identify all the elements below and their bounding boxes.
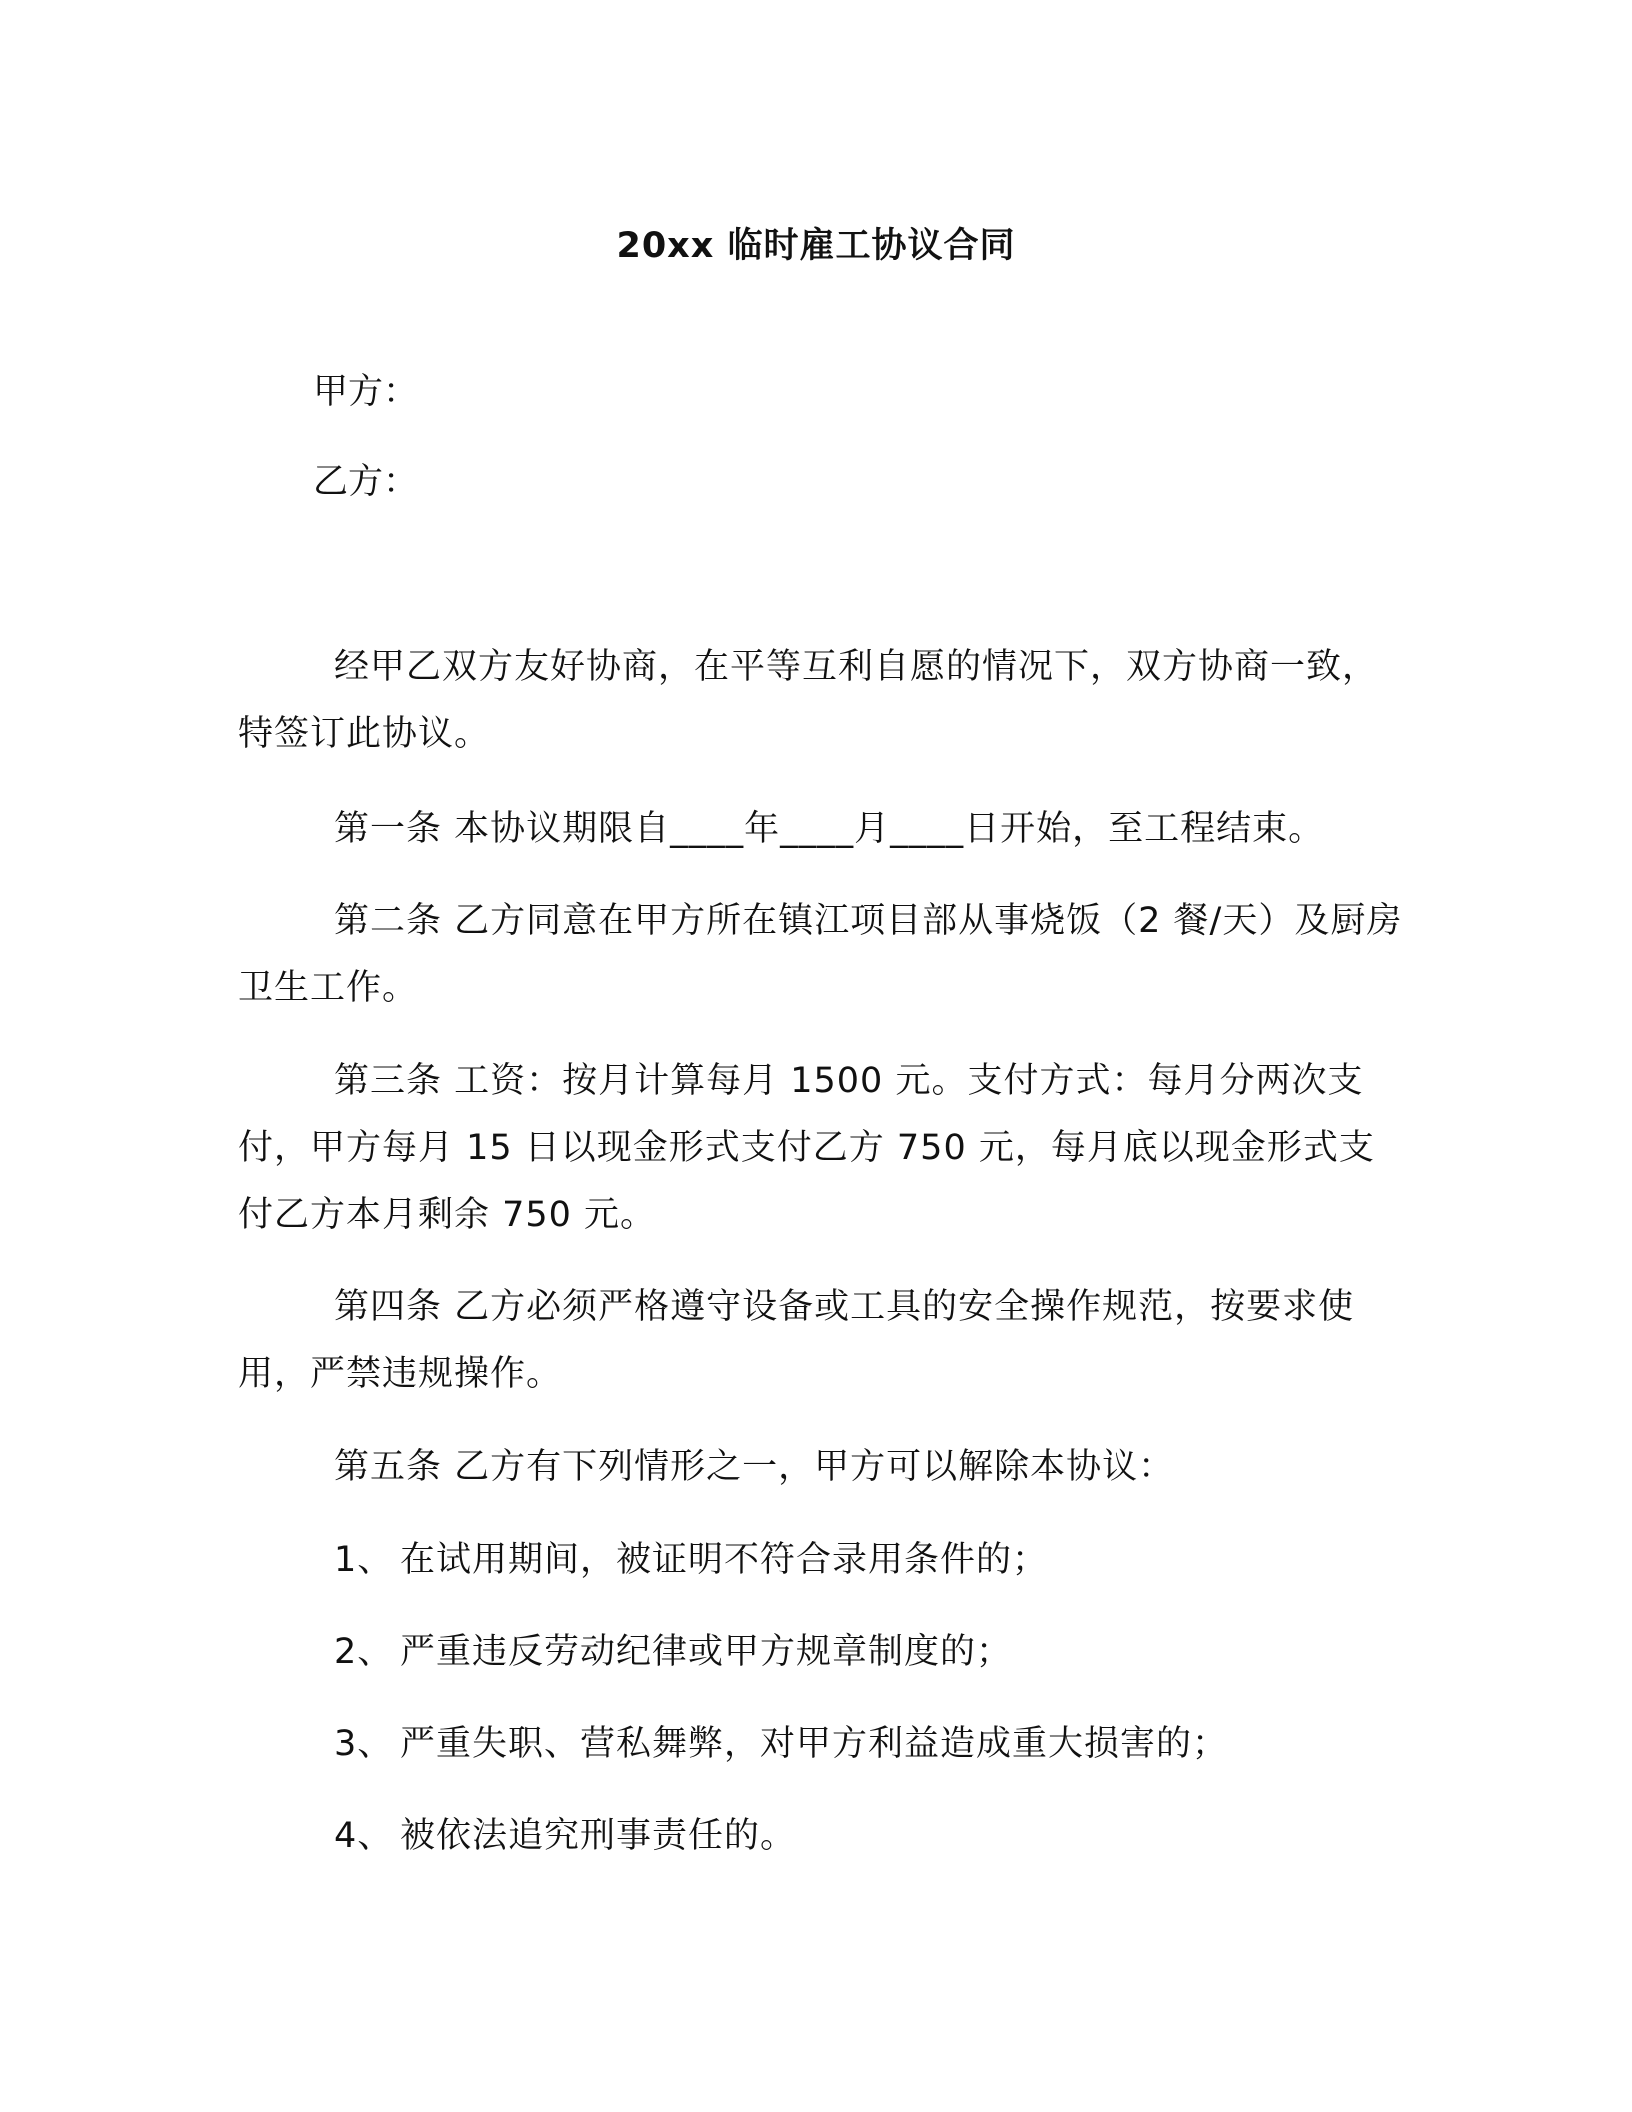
article-2: 第二条 乙方同意在甲方所在镇江项目部从事烧饭（2 餐/天）及厨房卫生工作。 (238, 901, 1403, 1008)
list-item (334, 1628, 1012, 1676)
list-item-text: 严重违反劳动纪律或甲方规章制度的； (400, 1632, 1013, 1672)
list-item-number: 2、 (334, 1632, 394, 1672)
party-b-label: 乙方： (313, 462, 419, 502)
list-item-text: 严重失职、营私舞弊，对甲方利益造成重大损害的； (400, 1724, 1229, 1764)
intro-paragraph: 经甲乙双方友好协商，在平等互利自愿的情况下，双方协商一致，特签订此协议。 (238, 647, 1379, 754)
party-a-label: 甲方： (313, 372, 419, 412)
article-1: 第一条 本协议期限自____年____月____日开始，至工程结束。 (334, 809, 1325, 849)
list-item-number: 3、 (334, 1724, 394, 1764)
list-item-number: 1、 (334, 1540, 394, 1580)
list-item (334, 1536, 1048, 1584)
list-item-number: 4、 (334, 1816, 394, 1856)
list-item (334, 1720, 1228, 1768)
article-5: 第五条 乙方有下列情形之一，甲方可以解除本协议： (334, 1447, 1175, 1487)
article-3: 第三条 工资：按月计算每月 1500 元。支付方式：每月分两次支付，甲方每月 15 日以现金形式支付乙方 750 元，每月底以现金形式支付乙方本月剩余 750 元。 (238, 1061, 1375, 1235)
list-item-text: 在试用期间，被证明不符合录用条件的； (400, 1540, 1049, 1580)
list-item (334, 1812, 796, 1860)
list-item-text: 被依法追究刑事责任的。 (400, 1816, 797, 1856)
document-title: 20xx 临时雇工协议合同 (616, 226, 1016, 266)
article-4: 第四条 乙方必须严格遵守设备或工具的安全操作规范，按要求使用，严禁违规操作。 (238, 1287, 1355, 1394)
